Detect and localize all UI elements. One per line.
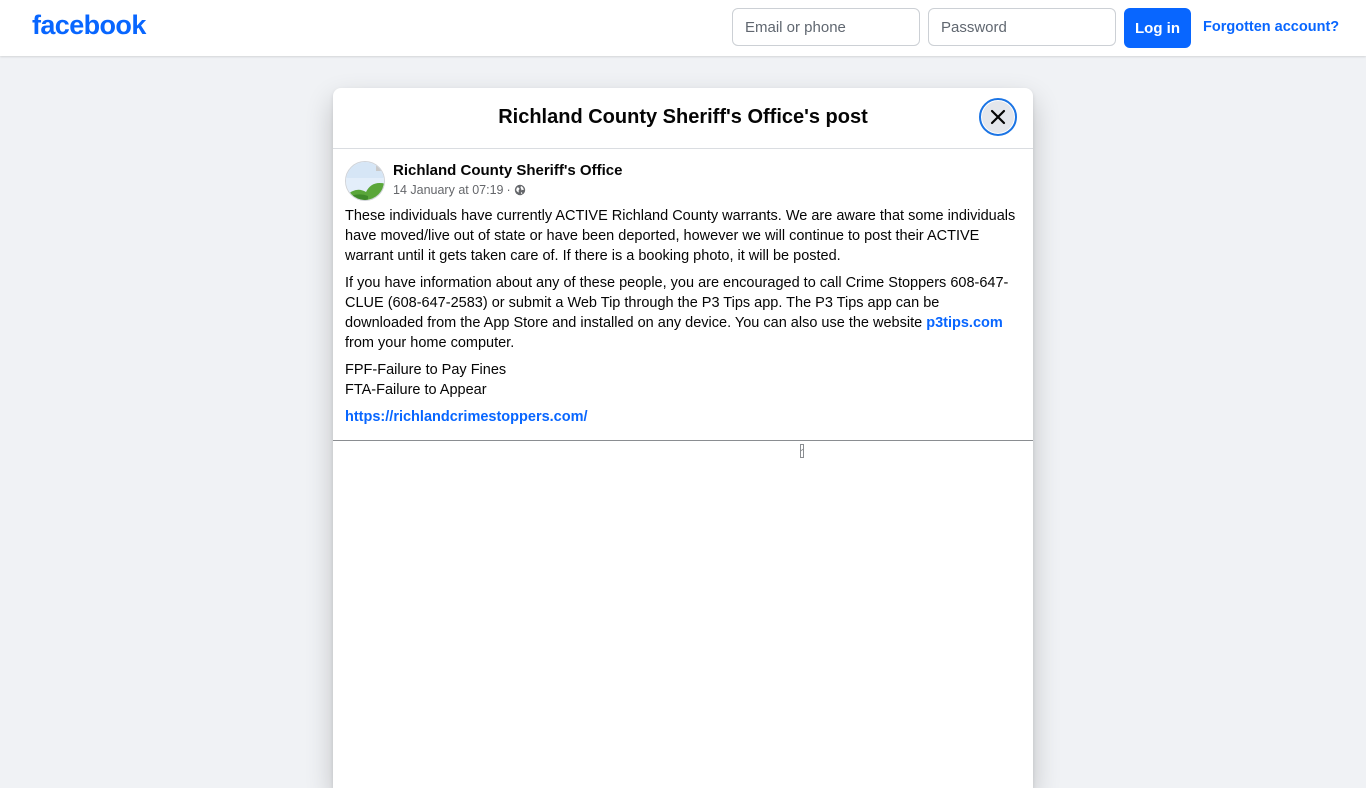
paragraph-tail: from your home computer.: [345, 335, 515, 351]
close-button[interactable]: [979, 98, 1017, 136]
meta-separator: ·: [506, 183, 511, 197]
post-timestamp[interactable]: 14 January at 07:19: [393, 183, 504, 197]
post-paragraph-link: [345, 407, 1021, 427]
media-divider: [333, 440, 1033, 441]
p3tips-link[interactable]: p3tips.com: [926, 315, 1003, 331]
post-text: [345, 206, 1021, 434]
login-button[interactable]: Log in: [1124, 8, 1191, 48]
dialog-header: [333, 88, 1033, 149]
fta-line: FTA-Failure to Appear: [345, 382, 487, 398]
post-paragraph-crime-stoppers: [345, 273, 1021, 353]
post-dialog: [333, 88, 1033, 788]
post-paragraph-warrants: These individuals have currently ACTIVE Richland County warrants. We are aware that some individuals have moved/live out of state or have been deported, however we will continue to post their ACTIVE warrant until it gets taken care of. If there is a booking photo, it will be posted.: [345, 208, 1016, 264]
avatar[interactable]: [345, 161, 385, 201]
dialog-title: Richland County Sheriff's Office's post: [498, 106, 868, 128]
top-bar: [0, 0, 1366, 56]
password-field[interactable]: [928, 8, 1116, 46]
email-field[interactable]: [732, 8, 920, 46]
broken-image-icon[interactable]: [800, 444, 804, 458]
forgotten-account-link[interactable]: Forgotten account?: [1203, 19, 1340, 35]
post-meta: [393, 183, 526, 197]
paragraph-text: If you have information about any of these people, you are encouraged to call Crime Stoppers 608-647-CLUE (608-647-2583) or submit a Web Tip through the P3 Tips app. The P3 Tips app can be downloaded from the App Store and installed on any device. You can also use the website: [345, 275, 1009, 331]
close-icon: [990, 109, 1006, 125]
post-header: [345, 160, 1025, 202]
crimestoppers-link[interactable]: https://richlandcrimestoppers.com/: [345, 409, 588, 425]
fpf-line: FPF-Failure to Pay Fines: [345, 362, 507, 378]
facebook-logo[interactable]: facebook: [32, 10, 146, 40]
avatar-image: [346, 162, 385, 201]
globe-icon: [514, 184, 526, 196]
post-paragraph-abbreviations: [345, 360, 1021, 400]
author-name[interactable]: Richland County Sheriff's Office: [393, 162, 623, 179]
